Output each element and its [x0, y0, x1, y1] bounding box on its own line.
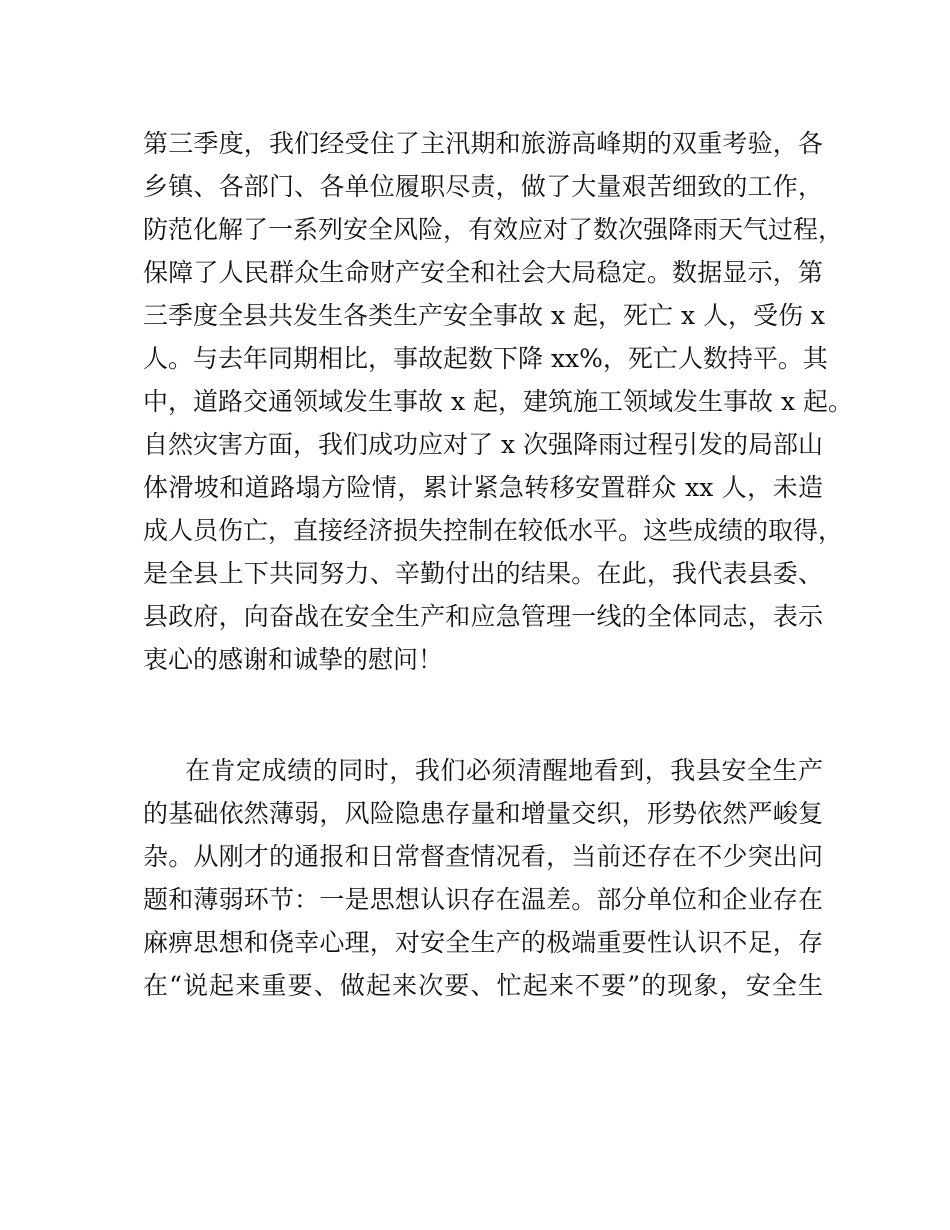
- text-line: 防范化解了一系列安全风险，有效应对了数次强降雨天气过程，: [143, 215, 844, 244]
- text-line: 是全县上下共同努力、辛勤付出的结果。在此，我代表县委、: [143, 559, 823, 588]
- text-line: 衷心的感谢和诚挚的慰问！: [143, 645, 444, 674]
- paragraph-achievements: [143, 122, 853, 681]
- text-line: 三季度全县共发生各类生产安全事故 x 起，死亡 x 人，受伤 x: [143, 301, 826, 330]
- text-line: 第三季度，我们经受住了主汛期和旅游高峰期的双重考验，各: [143, 129, 823, 158]
- text-line: 的基础依然薄弱，风险隐患存量和增量交织，形势依然严峻复: [143, 799, 823, 828]
- text-line: 中，道路交通领域发生事故 x 起，建筑施工领域发生事故 x 起。: [143, 387, 853, 416]
- text-line: 乡镇、各部门、各单位履职尽责，做了大量艰苦细致的工作，: [143, 172, 823, 201]
- text-line: 杂。从刚才的通报和日常督查情况看，当前还存在不少突出问: [143, 842, 823, 871]
- paragraph-problems: [143, 749, 823, 1007]
- text-line: 在“说起来重要、做起来次要、忙起来不要”的现象，安全生: [143, 971, 823, 1000]
- text-line: 体滑坡和道路塌方险情，累计紧急转移安置群众 xx 人，未造: [143, 473, 823, 502]
- text-line: 麻痹思想和侥幸心理，对安全生产的极端重要性认识不足，存: [143, 928, 823, 957]
- text-line: 题和薄弱环节：一是思想认识存在温差。部分单位和企业存在: [143, 885, 823, 914]
- text-line: 成人员伤亡，直接经济损失控制在较低水平。这些成绩的取得，: [143, 516, 844, 545]
- text-line: 人。与去年同期相比，事故起数下降 xx%，死亡人数持平。其: [143, 344, 828, 373]
- text-line: 保障了人民群众生命财产安全和社会大局稳定。数据显示，第: [143, 258, 823, 287]
- text-line: 在肯定成绩的同时，我们必须清醒地看到，我县安全生产: [185, 756, 823, 785]
- text-line: 县政府，向奋战在安全生产和应急管理一线的全体同志，表示: [143, 602, 823, 631]
- text-line: 自然灾害方面，我们成功应对了 x 次强降雨过程引发的局部山: [143, 430, 823, 459]
